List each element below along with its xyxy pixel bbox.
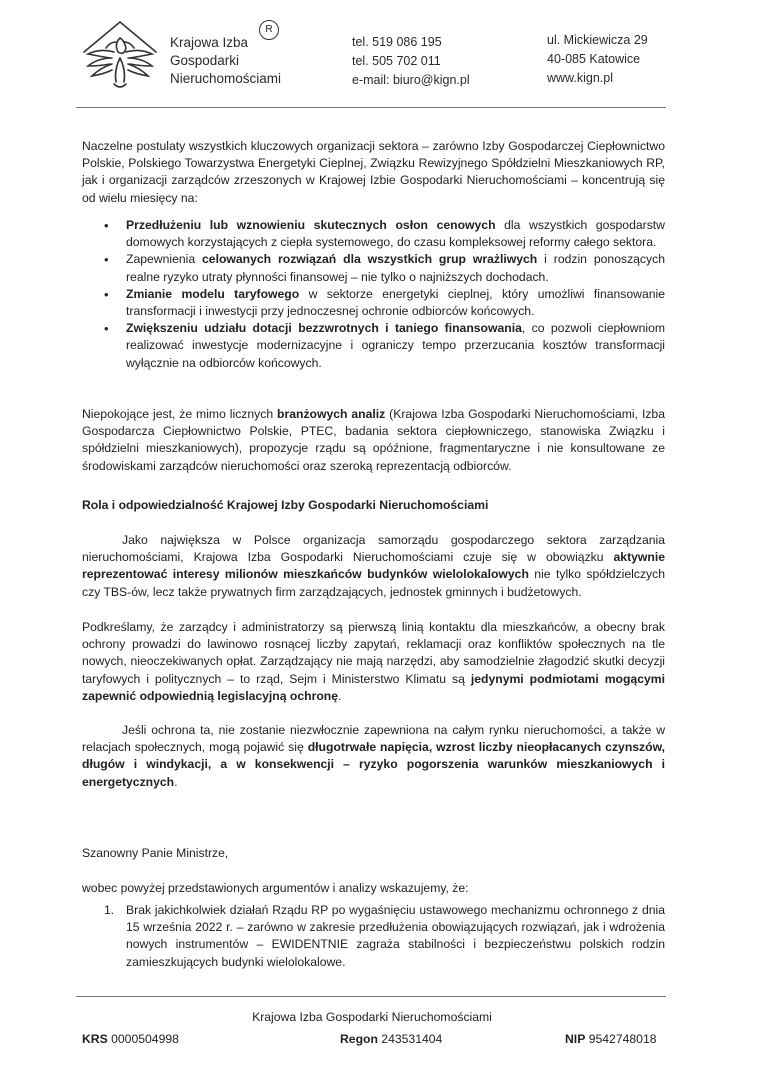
paragraph-role: Jako największa w Polsce organizacja samorządu gospodarczego sektora zarządzania nieruchomościami, Krajowa Izba Gospodarki Nieruchomościami czuje się w obowiązku aktywnie reprezentować interesy milionów mieszkańców budynków wielolokalowych nie tylko spółdzielczych czy TBS-ów, lecz także prywatnych firm zarządzających, jednostek gminnych i budżetowych. bbox=[82, 533, 665, 599]
footer-krs: KRS 0000504998 bbox=[82, 1032, 179, 1046]
org-name-line: Krajowa Izba bbox=[170, 35, 249, 50]
list-item: • Zwiększeniu udziału dotacji bezzwrotnych i taniego finansowania, co pozwoli ciepłowniom realizować inwestycje modernizacyjne i ograniczy tempo przerzucania kosztów transformacji wyłącznie na odbiorców końcowych. bbox=[82, 320, 665, 372]
conclusion-intro: wobec powyżej przedstawionych argumentów i analizy wskazujemy, że: bbox=[82, 881, 469, 895]
salutation: Szanowny Panie Ministrze, bbox=[82, 846, 229, 860]
street: ul. Mickiewicza 29 bbox=[547, 33, 648, 47]
paragraph-managers: Podkreślamy, że zarządcy i administratorzy są pierwszą linią kontaktu dla mieszkańców, a obecny brak ochrony prowadzi do lawinowo rosnącej liczby zapytań, reklamacji oraz konfliktów społecznych na tle nowych, nieoczekiwanych opłat. Zarządzający nie mają narzędzi, aby samodzielnie złagodzić skutki decyzji taryfowych i politycznych – to rząd, Sejm i Ministerstwo Klimatu są jedynymi podmiotami mogącymi zapewnić odpowiednią legislacyjną ochronę. bbox=[82, 620, 665, 703]
postulates-list bbox=[82, 217, 665, 372]
address-info bbox=[547, 31, 648, 88]
email: e-mail: biuro@kign.pl bbox=[352, 73, 470, 87]
list-item: • Przedłużeniu lub wznowieniu skutecznych osłon cenowych dla wszystkich gospodarstw domowych korzystających z ciepła systemowego, do czasu kompleksowej reformy całego sektora. bbox=[82, 217, 665, 251]
footer-divider bbox=[76, 996, 666, 997]
website: www.kign.pl bbox=[547, 71, 613, 85]
list-item: 1. Brak jakichkolwiek działań Rządu RP po wygaśnięciu ustawowego mechanizmu ochronnego z dnia 15 września 2022 r. – zarówno w zakresie przedłużenia obowiązujących rozwiązań, jak i wdrożenia nowych instrumentów – EWIDENTNIE zagraża stabilności i bezpieczeństwu polskich rodzin zamieszkujących budynki wielolokalowe. bbox=[104, 903, 665, 969]
paragraph-analyses: Niepokojące jest, że mimo licznych branżowych analiz (Krajowa Izba Gospodarki Nieruchomościami, Izba Gospodarcza Ciepłownictwo Polskie, PTEC, badania sektora ciepłowniczego, stanowiska Związku i spółdzielni mieszkaniowych), propozycje rządu są opóźnione, fragmentaryczne i nie konsultowane ze środowiskami zarządców nieruchomości oraz szeroką reprezentacją odbiorców. bbox=[82, 407, 665, 473]
list-item: • Zapewnienia celowanych rozwiązań dla wszystkich grup wrażliwych i rodzin ponoszących realne ryzyko utraty płynności finansowej – nie tylko o najniższych dochodach. bbox=[82, 251, 665, 285]
section-heading: Rola i odpowiedzialność Krajowej Izby Gospodarki Nieruchomościami bbox=[82, 498, 489, 512]
registered-mark: R bbox=[259, 20, 279, 40]
org-name-line: Gospodarki bbox=[170, 53, 240, 68]
phone-1: tel. 519 086 195 bbox=[352, 35, 442, 49]
footer-regon: Regon 243531404 bbox=[340, 1032, 443, 1046]
footer-organization: Krajowa Izba Gospodarki Nieruchomościami bbox=[252, 1010, 492, 1024]
organization-name bbox=[170, 34, 281, 88]
contact-info bbox=[352, 33, 470, 90]
paragraph-intro: Naczelne postulaty wszystkich kluczowych organizacji sektora – zarówno Izby Gospodarczej Ciepłownictwo Polskie, Polskiego Towarzystwa Energetyki Cieplnej, Związku Rewizyjnego Spółdzielni Mieszkaniowych RP, jak i organizacji zarządców zrzeszonych w Krajowej Izbie Gospodarki Nieruchomościami – koncentrują się od wielu miesięcy na: bbox=[82, 139, 665, 205]
list-item: • Zmianie modelu taryfowego w sektorze energetyki cieplnej, który umożliwi finansowanie transformacji i inwestycji przy jednoczesnej ochronie odbiorców końcowych. bbox=[82, 286, 665, 320]
paragraph-risk: Jeśli ochrona ta, nie zostanie niezwłocznie zapewniona na całym rynku nieruchomości, a także w relacjach społecznych, mogą pojawić się długotrwałe napięcia, wzrost liczby nieopłacanych czynszów, długów i windykacji, a w konsekwencji – ryzyko pogorszenia warunków mieszkaniowych i energetycznych. bbox=[82, 723, 665, 789]
eagle-logo-icon bbox=[76, 18, 164, 100]
phone-2: tel. 505 702 011 bbox=[352, 54, 441, 68]
header-divider bbox=[76, 107, 666, 108]
footer-nip: NIP 9542748018 bbox=[565, 1032, 657, 1046]
postal-city: 40-085 Katowice bbox=[547, 52, 641, 66]
org-name-line: Nieruchomościami bbox=[170, 71, 282, 86]
conclusions-list bbox=[82, 902, 665, 971]
